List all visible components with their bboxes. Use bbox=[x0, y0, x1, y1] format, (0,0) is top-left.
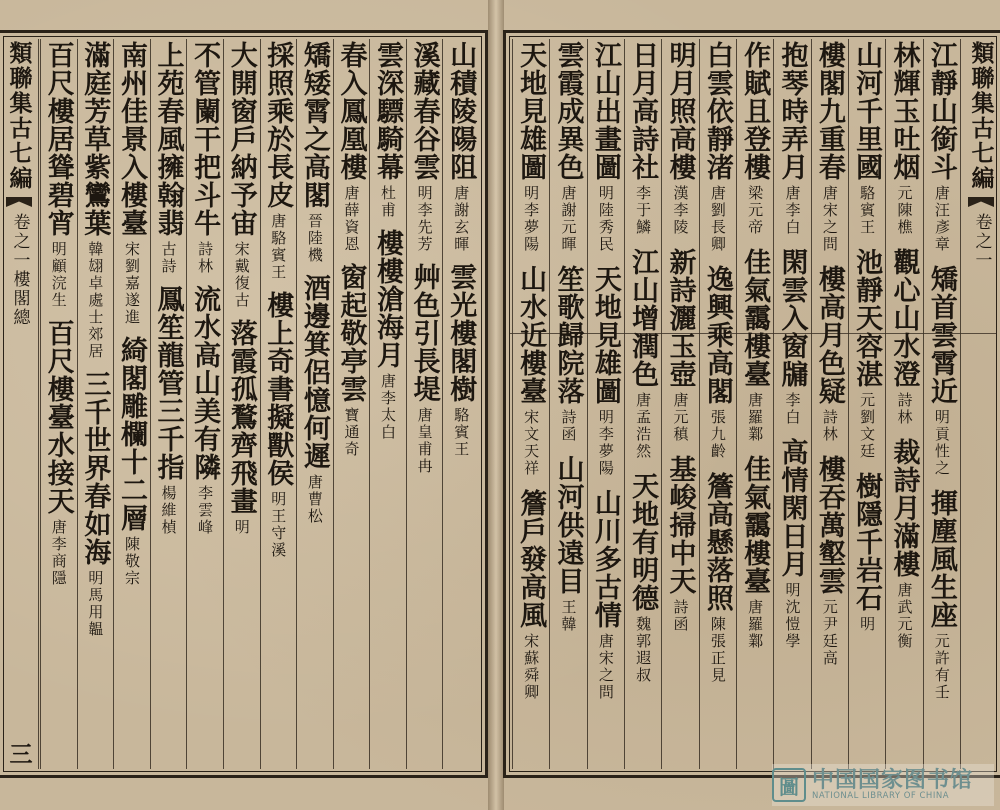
author-attribution: 明 bbox=[232, 519, 251, 536]
column-rule bbox=[223, 39, 224, 769]
couplet-line: 抱琴時弄月 bbox=[776, 41, 808, 181]
couplet-entry bbox=[664, 41, 696, 236]
couplet-line: 大開窗戶納予宙 bbox=[225, 41, 257, 237]
author-attribution: 唐駱賓王 bbox=[269, 213, 288, 281]
text-column bbox=[370, 41, 406, 767]
text-column bbox=[886, 41, 922, 767]
text-column bbox=[662, 41, 698, 767]
author-attribution: 杜甫 bbox=[379, 185, 398, 219]
couplet-line: 溪藏春谷雲 bbox=[408, 41, 440, 181]
topic-label: 樓閣總 bbox=[9, 270, 30, 327]
couplet-entry bbox=[515, 41, 547, 253]
author-attribution: 駱賓王 bbox=[858, 185, 877, 236]
column-rule bbox=[333, 39, 334, 769]
author-attribution: 明顧浣生 bbox=[49, 241, 68, 309]
couplet-line: 明月照高樓 bbox=[664, 41, 696, 181]
author-attribution: 詩林 bbox=[895, 392, 914, 426]
couplet-entry bbox=[888, 41, 920, 236]
author-attribution: 寶通奇 bbox=[342, 407, 361, 458]
author-attribution: 唐武元衡 bbox=[895, 582, 914, 650]
couplet-line: 江山增潤色 bbox=[627, 248, 659, 388]
author-attribution: 陳張正見 bbox=[708, 616, 727, 684]
column-rule bbox=[150, 39, 151, 769]
couplet-line: 雲霞成異色 bbox=[552, 41, 584, 181]
volume-label: 卷之一 bbox=[971, 213, 992, 270]
author-attribution: 陳敬宗 bbox=[122, 536, 141, 587]
couplet-entry bbox=[152, 285, 184, 536]
author-attribution: 唐羅鄴 bbox=[746, 392, 765, 443]
couplet-entry bbox=[701, 41, 733, 253]
couplet-line: 不管闌干把斗牛 bbox=[189, 41, 221, 237]
couplet-line: 矯首雲霄近 bbox=[925, 265, 957, 405]
edge-rule bbox=[960, 39, 961, 769]
author-attribution: 宋蘇舜卿 bbox=[522, 633, 541, 701]
book-title: 類聯集古七編 bbox=[967, 41, 995, 191]
edge-rule bbox=[38, 39, 39, 769]
fish-tail-mark bbox=[6, 197, 32, 207]
text-column bbox=[849, 41, 885, 767]
couplet-line: 春入鳳凰樓 bbox=[335, 41, 367, 181]
couplet-line: 日月高詩社 bbox=[627, 41, 659, 181]
couplet-entry bbox=[851, 41, 883, 236]
couplet-line: 揮塵風生座 bbox=[925, 489, 957, 629]
couplet-entry bbox=[701, 265, 733, 460]
text-column bbox=[296, 41, 332, 767]
author-attribution: 唐曹松 bbox=[305, 474, 324, 525]
couplet-entry bbox=[42, 41, 74, 309]
text-column bbox=[513, 41, 549, 767]
text-column bbox=[223, 41, 259, 767]
couplet-entry bbox=[335, 41, 367, 253]
couplet-line: 樓吞萬壑雲 bbox=[813, 455, 845, 595]
couplet-line: 鳳笙龍管三千指 bbox=[152, 285, 184, 481]
couplet-line: 新詩灑玉壺 bbox=[664, 248, 696, 388]
author-attribution: 李雲峰 bbox=[196, 485, 215, 536]
couplet-line: 上苑春風擁翰翡 bbox=[152, 41, 184, 237]
text-column bbox=[443, 41, 479, 767]
column-rule bbox=[406, 39, 407, 769]
couplet-entry bbox=[925, 489, 957, 701]
couplet-entry bbox=[589, 489, 621, 701]
text-column bbox=[150, 41, 186, 767]
author-attribution: 唐謝玄暉 bbox=[452, 185, 471, 253]
couplet-line: 落霞孤鶩齊飛畫 bbox=[225, 319, 257, 515]
couplet-line: 作賦且登樓 bbox=[739, 41, 771, 181]
author-attribution: 元許有壬 bbox=[932, 633, 951, 701]
page-number: 三 bbox=[5, 742, 33, 767]
couplet-line: 樓閣九重春 bbox=[813, 41, 845, 181]
column-rule bbox=[260, 39, 261, 769]
couplet-entry bbox=[79, 41, 111, 360]
column-rule bbox=[736, 39, 737, 769]
text-column bbox=[625, 41, 661, 767]
column-rule bbox=[811, 39, 812, 769]
couplet-line: 樓高月色疑 bbox=[813, 265, 845, 405]
couplet-entry bbox=[298, 41, 330, 264]
couplet-entry bbox=[776, 248, 808, 426]
author-attribution: 唐元稹 bbox=[671, 392, 690, 443]
column-rule bbox=[296, 39, 297, 769]
column-rule bbox=[442, 39, 443, 769]
couplet-line: 山積陵陽阻 bbox=[445, 41, 477, 181]
couplet-line: 池靜天容湛 bbox=[851, 248, 883, 388]
text-column bbox=[333, 41, 369, 767]
couplet-entry bbox=[225, 319, 257, 536]
author-attribution: 張九齡 bbox=[708, 409, 727, 460]
couplet-entry bbox=[813, 265, 845, 443]
couplet-line: 白雲依靜渚 bbox=[701, 41, 733, 181]
couplet-line: 基峻掃中天 bbox=[664, 455, 696, 595]
author-attribution: 駱賓王 bbox=[452, 407, 471, 458]
couplet-line: 佳氣靄樓臺 bbox=[739, 455, 771, 595]
couplet-line: 江靜山銜斗 bbox=[925, 41, 957, 181]
author-attribution: 唐宋之問 bbox=[596, 633, 615, 701]
couplet-line: 江山出畫圖 bbox=[589, 41, 621, 181]
text-column bbox=[187, 41, 223, 767]
author-attribution: 唐汪彥章 bbox=[932, 185, 951, 253]
couplet-line: 天地見雄圖 bbox=[589, 265, 621, 405]
author-attribution: 唐宋之問 bbox=[820, 185, 839, 253]
couplet-entry bbox=[225, 41, 257, 309]
page-edge-column bbox=[964, 41, 998, 767]
couplet-entry bbox=[664, 248, 696, 443]
author-attribution: 詩函 bbox=[559, 409, 578, 443]
author-attribution: 唐皇甫冉 bbox=[415, 407, 434, 475]
couplet-entry bbox=[372, 229, 404, 441]
couplet-entry bbox=[189, 285, 221, 536]
couplet-entry bbox=[552, 455, 584, 633]
couplet-entry bbox=[445, 41, 477, 253]
couplet-line: 笙歌歸院落 bbox=[552, 265, 584, 405]
couplet-entry bbox=[776, 438, 808, 650]
couplet-entry bbox=[813, 41, 845, 253]
couplet-entry bbox=[408, 41, 440, 253]
couplet-line: 樓樓滄海月 bbox=[372, 229, 404, 369]
book-title: 類聯集古七編 bbox=[5, 41, 33, 191]
couplet-line: 簷戶發高風 bbox=[515, 489, 547, 629]
couplet-line: 高情閑日月 bbox=[776, 438, 808, 578]
author-attribution: 明王守溪 bbox=[269, 491, 288, 559]
couplet-entry bbox=[739, 455, 771, 650]
author-attribution: 明陸秀民 bbox=[596, 185, 615, 253]
couplet-entry bbox=[515, 489, 547, 701]
text-column bbox=[113, 41, 149, 767]
right-page bbox=[503, 30, 1000, 778]
author-attribution: 唐羅鄴 bbox=[746, 599, 765, 650]
author-attribution: 宋戴復古 bbox=[232, 241, 251, 309]
column-rule bbox=[885, 39, 886, 769]
couplet-line: 南州佳景入樓臺 bbox=[115, 41, 147, 237]
couplet-entry bbox=[335, 263, 367, 458]
couplet-entry bbox=[888, 438, 920, 650]
author-attribution: 元劉文廷 bbox=[858, 392, 877, 460]
couplet-line: 閑雲入窗牖 bbox=[776, 248, 808, 388]
author-attribution: 明李先芳 bbox=[415, 185, 434, 253]
couplet-entry bbox=[552, 265, 584, 443]
text-column bbox=[550, 41, 586, 767]
couplet-line: 天地有明德 bbox=[627, 472, 659, 612]
couplet-entry bbox=[813, 455, 845, 667]
couplet-entry bbox=[262, 41, 294, 281]
text-column bbox=[587, 41, 623, 767]
author-attribution: 詩函 bbox=[671, 599, 690, 633]
column-rule bbox=[369, 39, 370, 769]
couplet-entry bbox=[627, 248, 659, 460]
couplet-entry bbox=[589, 265, 621, 477]
couplet-line: 樹隱千岩石 bbox=[851, 472, 883, 612]
column-rule bbox=[186, 39, 187, 769]
left-page bbox=[0, 30, 488, 778]
text-column bbox=[699, 41, 735, 767]
column-rule bbox=[77, 39, 78, 769]
couplet-line: 雲光樓閣樹 bbox=[445, 263, 477, 403]
couplet-line: 山水近樓臺 bbox=[515, 265, 547, 405]
watermark-chinese: 中国国家图书馆 bbox=[812, 767, 974, 793]
couplet-entry bbox=[152, 41, 184, 275]
couplet-line: 天地見雄圖 bbox=[515, 41, 547, 181]
author-attribution: 晉陸機 bbox=[305, 213, 324, 264]
text-column bbox=[40, 41, 76, 767]
couplet-line: 酒邊箕侶憶何遲 bbox=[298, 274, 330, 470]
couplet-entry bbox=[925, 41, 957, 253]
author-attribution: 漢李陵 bbox=[671, 185, 690, 236]
couplet-entry bbox=[115, 41, 147, 326]
author-attribution: 明 bbox=[858, 616, 877, 633]
couplet-entry bbox=[515, 265, 547, 477]
couplet-line: 雲深驃騎幕 bbox=[372, 41, 404, 181]
couplet-line: 艸色引長堤 bbox=[408, 263, 440, 403]
author-attribution: 明貢性之 bbox=[932, 409, 951, 477]
couplet-entry bbox=[445, 263, 477, 458]
couplet-line: 矯矮霄之高閣 bbox=[298, 41, 330, 209]
couplet-entry bbox=[627, 472, 659, 684]
author-attribution: 魏郭遐叔 bbox=[634, 616, 653, 684]
couplet-line: 佳氣靄樓臺 bbox=[739, 248, 771, 388]
text-column bbox=[406, 41, 442, 767]
couplet-entry bbox=[739, 248, 771, 443]
couplet-entry bbox=[776, 41, 808, 236]
couplet-entry bbox=[925, 265, 957, 477]
author-attribution: 宋文天祥 bbox=[522, 409, 541, 477]
couplet-line: 樓上奇書擬獸侯 bbox=[262, 291, 294, 487]
couplet-entry bbox=[372, 41, 404, 219]
column-rule bbox=[624, 39, 625, 769]
couplet-entry bbox=[552, 41, 584, 253]
author-attribution: 明李夢陽 bbox=[596, 409, 615, 477]
couplet-entry bbox=[42, 319, 74, 587]
volume-label: 卷之一 bbox=[9, 213, 30, 270]
couplet-entry bbox=[79, 370, 111, 638]
couplet-entry bbox=[739, 41, 771, 236]
column-rule bbox=[512, 39, 513, 769]
couplet-entry bbox=[701, 472, 733, 684]
couplet-entry bbox=[664, 455, 696, 633]
author-attribution: 唐薛資恩 bbox=[342, 185, 361, 253]
couplet-entry bbox=[851, 472, 883, 633]
author-attribution: 唐謝元暉 bbox=[559, 185, 578, 253]
author-attribution: 明馬用韞 bbox=[86, 570, 105, 638]
column-rule bbox=[113, 39, 114, 769]
column-rule bbox=[848, 39, 849, 769]
author-attribution: 元尹廷高 bbox=[820, 599, 839, 667]
couplet-entry bbox=[408, 263, 440, 475]
couplet-line: 百尺樓居聳碧宵 bbox=[42, 41, 74, 237]
couplet-line: 百尺樓臺水接天 bbox=[42, 319, 74, 515]
column-rule bbox=[661, 39, 662, 769]
text-column bbox=[260, 41, 296, 767]
library-logo-icon: 圖 bbox=[772, 768, 806, 802]
author-attribution: 唐孟浩然 bbox=[634, 392, 653, 460]
author-attribution: 李于鱗 bbox=[634, 185, 653, 236]
couplet-line: 林輝玉吐烟 bbox=[888, 41, 920, 181]
couplet-entry bbox=[851, 248, 883, 460]
couplet-line: 裁詩月滿樓 bbox=[888, 438, 920, 578]
text-column bbox=[774, 41, 810, 767]
text-column bbox=[77, 41, 113, 767]
author-attribution: 梁元帝 bbox=[746, 185, 765, 236]
couplet-line: 山河千里國 bbox=[851, 41, 883, 181]
couplet-line: 山河供遠目 bbox=[552, 455, 584, 595]
couplet-line: 觀心山水澄 bbox=[888, 248, 920, 388]
column-rule bbox=[923, 39, 924, 769]
couplet-entry bbox=[262, 291, 294, 559]
author-attribution: 宋劉嘉遂進 bbox=[122, 241, 141, 326]
couplet-entry bbox=[627, 41, 659, 236]
library-watermark bbox=[772, 764, 994, 806]
author-attribution: 詩林 bbox=[820, 409, 839, 443]
couplet-line: 山川多古情 bbox=[589, 489, 621, 629]
author-attribution: 唐李商隱 bbox=[49, 519, 68, 587]
couplet-line: 綺閣雕欄十二層 bbox=[115, 336, 147, 532]
author-attribution: 李白 bbox=[783, 392, 802, 426]
author-attribution: 韓翃卓處士郊居 bbox=[86, 241, 105, 360]
couplet-entry bbox=[115, 336, 147, 587]
couplet-line: 逸興乘高閣 bbox=[701, 265, 733, 405]
couplet-line: 滿庭芳草紫鸞葉 bbox=[79, 41, 111, 237]
page-edge-column bbox=[2, 41, 36, 767]
text-column bbox=[923, 41, 959, 767]
author-attribution: 王韓 bbox=[559, 599, 578, 633]
column-rule bbox=[773, 39, 774, 769]
fish-tail-mark bbox=[968, 197, 994, 207]
column-rule bbox=[549, 39, 550, 769]
couplet-line: 簷高懸落照 bbox=[701, 472, 733, 612]
column-rule bbox=[40, 39, 41, 769]
text-column bbox=[811, 41, 847, 767]
author-attribution: 明沈愷學 bbox=[783, 582, 802, 650]
column-rule bbox=[587, 39, 588, 769]
author-attribution: 唐劉長卿 bbox=[708, 185, 727, 253]
couplet-entry bbox=[189, 41, 221, 275]
author-attribution: 古詩 bbox=[159, 241, 178, 275]
column-rule bbox=[699, 39, 700, 769]
text-column bbox=[737, 41, 773, 767]
author-attribution: 唐李白 bbox=[783, 185, 802, 236]
couplet-entry bbox=[888, 248, 920, 426]
couplet-entry bbox=[298, 274, 330, 525]
couplet-line: 三千世界春如海 bbox=[79, 370, 111, 566]
couplet-line: 採照乘於長皮 bbox=[262, 41, 294, 209]
author-attribution: 明李夢陽 bbox=[522, 185, 541, 253]
couplet-line: 窗起敬亭雲 bbox=[335, 263, 367, 403]
watermark-english: NATIONAL LIBRARY OF CHINA bbox=[812, 791, 950, 802]
couplet-line: 流水高山美有隣 bbox=[189, 285, 221, 481]
author-attribution: 詩林 bbox=[196, 241, 215, 275]
author-attribution: 楊維楨 bbox=[159, 485, 178, 536]
author-attribution: 唐李太白 bbox=[379, 373, 398, 441]
couplet-entry bbox=[589, 41, 621, 253]
author-attribution: 元陳樵 bbox=[895, 185, 914, 236]
book-fold bbox=[488, 0, 504, 810]
